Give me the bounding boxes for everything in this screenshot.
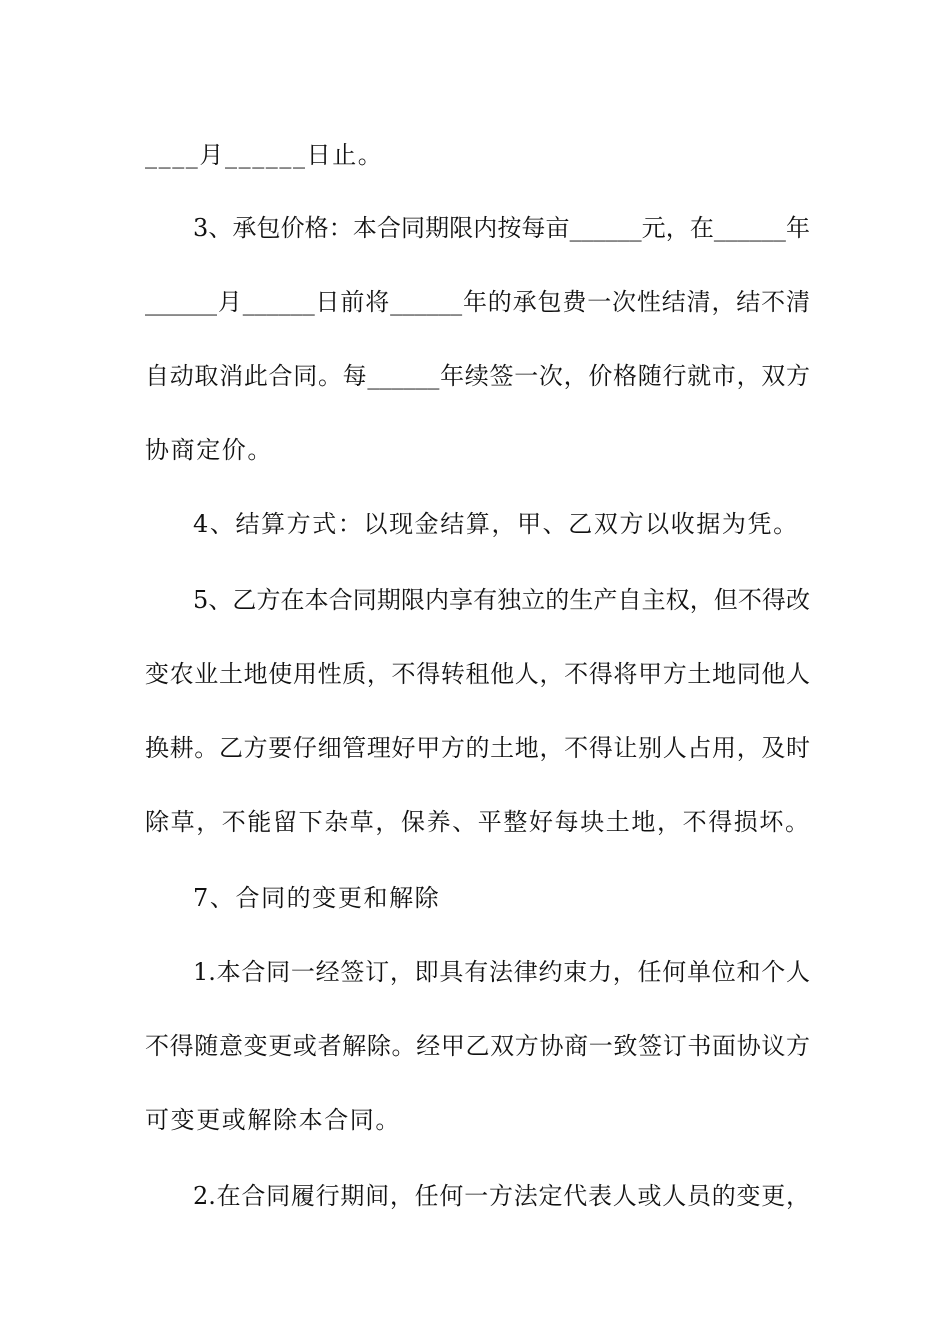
text-line: 变农业土地使用性质，不得转租他人，不得将甲方土地同他人 (145, 660, 810, 688)
text-line: 5、乙方在本合同期限内享有独立的生产自主权，但不得改 (193, 586, 810, 614)
text-line: 7、合同的变更和解除 (193, 884, 441, 912)
text-line: 不得随意变更或者解除。经甲乙双方协商一致签订书面协议方 (145, 1032, 810, 1060)
text-line: 2.在合同履行期间，任何一方法定代表人或人员的变更， (193, 1182, 810, 1210)
text-line: ____月______日止。 (145, 141, 384, 169)
text-line: 4、结算方式：以现金结算，甲、乙双方以收据为凭。 (193, 510, 799, 538)
text-line: 自动取消此合同。每______年续签一次，价格随行就市，双方 (145, 362, 810, 390)
text-line: 除草，不能留下杂草，保养、平整好每块土地，不得损坏。 (145, 808, 811, 836)
text-line: 可变更或解除本合同。 (145, 1106, 401, 1134)
text-line: 1.本合同一经签订，即具有法律约束力，任何单位和个人 (193, 958, 810, 986)
text-line: 换耕。乙方要仔细管理好甲方的土地，不得让别人占用，及时 (145, 734, 810, 762)
text-line: ______月______日前将______年的承包费一次性结清，结不清 (145, 288, 810, 316)
text-line: 3、承包价格：本合同期限内按每亩______元，在______年 (193, 214, 810, 242)
text-line: 协商定价。 (145, 436, 273, 464)
